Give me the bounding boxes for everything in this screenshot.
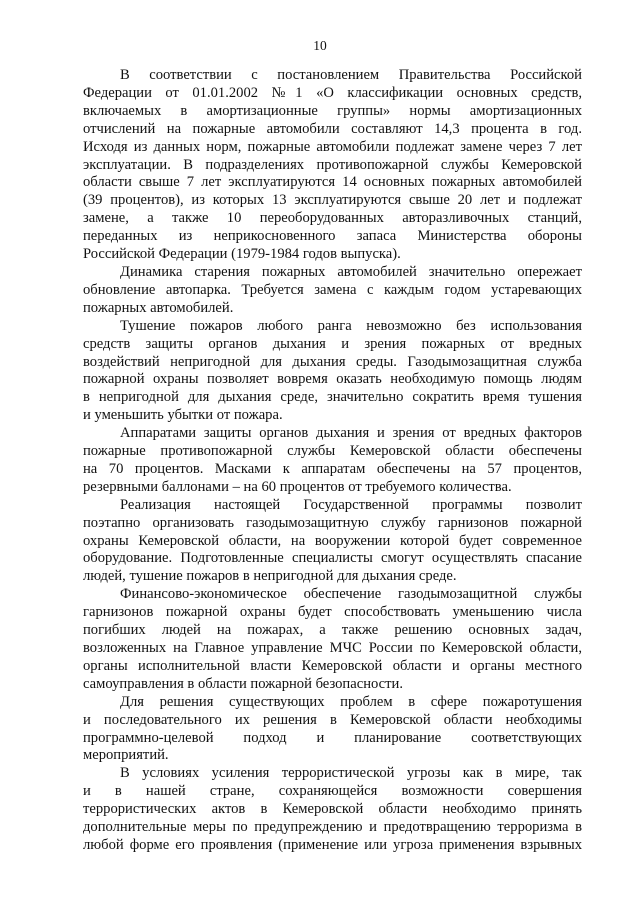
text-line: Динамика старения пожарных автомобилей значительно опережает [120, 263, 582, 280]
text-line: и последовательного их решения в Кемеровской области необходимы [83, 711, 582, 728]
text-line: Федерации от 01.01.2002 №1 «О классификации основных средств, [83, 84, 582, 101]
text-line: террористических актов в Кемеровской области необходимо принять [83, 801, 582, 818]
text-line: В соответствии с постановлением Правительства Российской [120, 67, 582, 83]
text-line: (39 процентов), из которых 13 эксплуатируются свыше 20 лет и подлежат [83, 192, 582, 209]
text-line: самоуправления в области пожарной безопасности. [83, 675, 403, 692]
text-line: людей, тушение пожаров в непригодной для дыхания среде. [83, 568, 457, 585]
text-line: Для решения существующих проблем в сфере пожаротушения [120, 693, 582, 710]
paragraph [83, 264, 582, 318]
text-line: В условиях усиления террористической угрозы как в мире, так [120, 765, 582, 782]
paragraph [83, 586, 582, 693]
text-line: и уменьшить убытки от пожара. [83, 407, 283, 424]
text-line: Реализация настоящей Государственной программы позволит [120, 496, 582, 513]
paragraph [83, 67, 582, 264]
text-line: отчислений на пожарные автомобили составляют 14,3 процента в год. [83, 120, 582, 137]
text-line: Тушение пожаров любого ранга невозможно без использования [120, 317, 582, 334]
text-line: воздействий непригодной для дыхания среды. Газодымозащитная служба [83, 353, 582, 370]
paragraph [83, 765, 582, 855]
text-line: погибших людей на пожарах, а также решению основных задач, [83, 622, 582, 639]
text-line: эксплуатации. В подразделениях противопожарной службы Кемеровской [83, 156, 582, 173]
text-line: резервными баллонами – на 60 процентов от требуемого количества. [83, 478, 512, 495]
text-line: Исходя из данных норм, пожарные автомобили подлежат замене через 7 лет [83, 138, 582, 155]
text-line: Российской Федерации (1979-1984 годов выпуска). [83, 246, 401, 263]
paragraph [83, 425, 582, 497]
text-line: любой форме его проявления (применение или угроза применения взрывных [83, 836, 582, 853]
text-line: замене, а также 10 переоборудованных авторазливочных станций, [83, 210, 582, 227]
paragraph [83, 497, 582, 587]
text-line: оборудование. Подготовленные специалисты смогут осуществлять спасание [83, 550, 582, 567]
text-line: пожарных автомобилей. [83, 299, 234, 316]
text-line: в непригодной для дыхания среде, значительно сократить время тушения [83, 389, 582, 406]
text-line: возложенных на Главное управление МЧС России по Кемеровской области, [83, 640, 582, 656]
text-line: органы исполнительной власти Кемеровской области и органы местного [83, 657, 582, 674]
text-line: мероприятий. [83, 747, 169, 764]
text-line: средств защиты органов дыхания и зрения пожарных от вредных [83, 335, 582, 352]
text-line: Финансово-экономическое обеспечение газодымозащитной службы [120, 586, 582, 603]
text-line: программно-целевой подход и планирование соответствующих [83, 729, 582, 746]
text-line: пожарные противопожарной службы Кемеровской области обеспечены [83, 443, 582, 460]
text-line: дополнительные меры по предупреждению и предотвращению терроризма в [83, 819, 582, 836]
text-line: охраны Кемеровской области, на вооружении которой будет современное [83, 532, 582, 549]
document-body [83, 67, 582, 855]
text-line: поэтапно организовать газодымозащитную службу гарнизонов пожарной [83, 514, 582, 531]
text-line: и в нашей стране, сохраняющейся возможности совершения [83, 783, 582, 800]
text-line: обновление автопарка. Требуется замена с каждым годом устаревающих [83, 281, 582, 298]
text-line: на 70 процентов. Масками к аппаратам обеспечены на 57 процентов, [83, 460, 582, 477]
page-number: 10 [313, 38, 327, 53]
text-line: переданных из неприкосновенного запаса Министерства обороны [83, 228, 582, 245]
text-line: пожарной охраны позволяет вовремя оказать необходимую помощь людям [83, 371, 582, 388]
text-line: гарнизонов пожарной охраны будет способствовать уменьшению числа [83, 604, 582, 621]
text-line: Аппаратами защиты органов дыхания и зрения от вредных факторов [120, 425, 582, 442]
text-line: области свыше 7 лет эксплуатируются 14 основных пожарных автомобилей [83, 174, 582, 191]
paragraph [83, 694, 582, 766]
paragraph [83, 318, 582, 425]
text-line: включаемых в амортизационные группы» нормы амортизационных [83, 102, 582, 119]
